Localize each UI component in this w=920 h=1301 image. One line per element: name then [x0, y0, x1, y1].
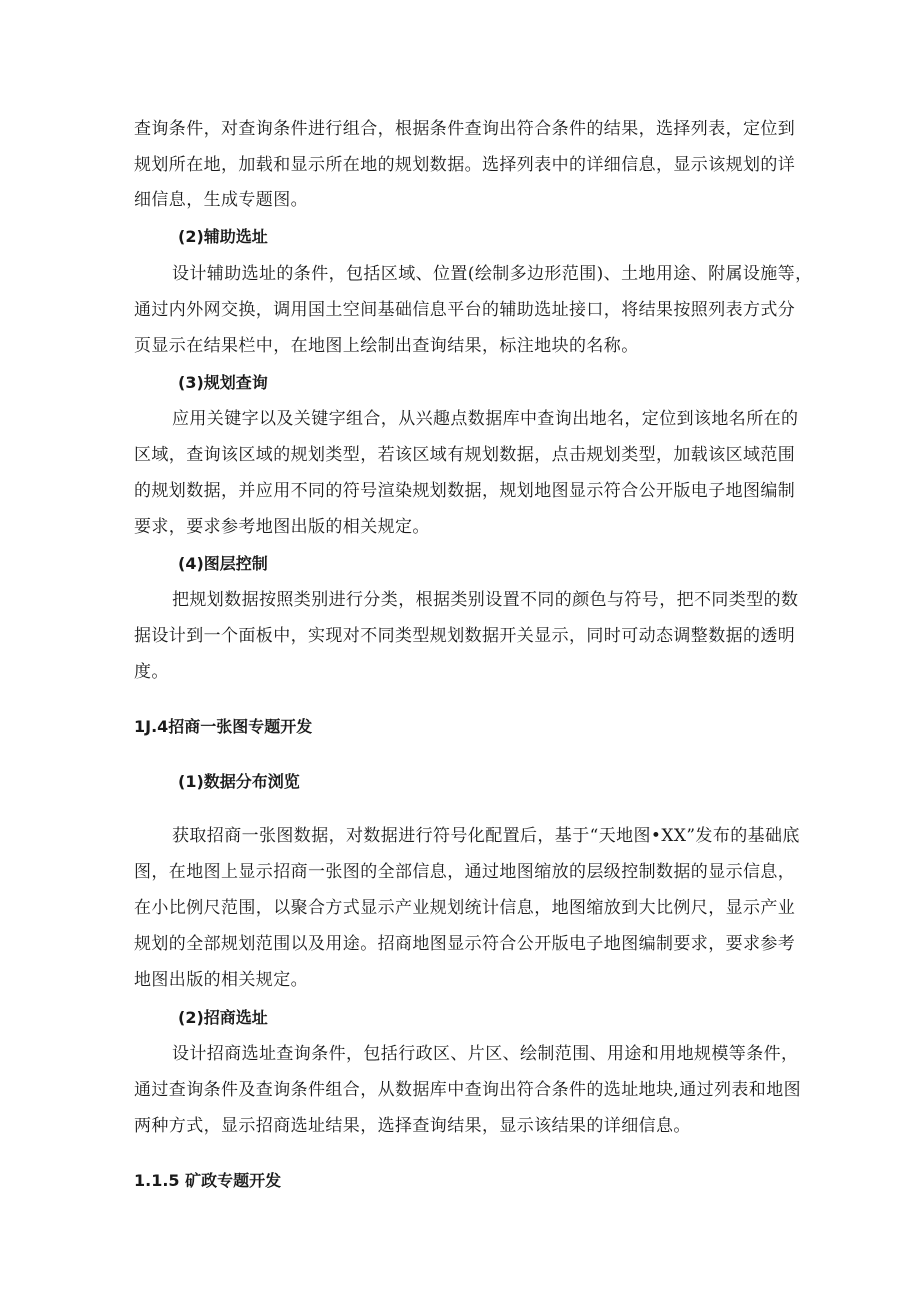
paragraph-line: 规划所在地，加载和显示所在地的规划数据。选择列表中的详细信息，显示该规划的详 — [134, 155, 796, 175]
paragraph-line: 据设计到一个面板中，实现对不同类型规划数据开关显示，同时可动态调整数据的透明 — [134, 626, 796, 646]
paragraph-line: 规划的全部规划范围以及用途。招商地图显示符合公开版电子地图编制要求，要求参考 — [134, 934, 796, 954]
paragraph-line: 图，在地图上显示招商一张图的全部信息，通过地图缩放的层级控制数据的显示信息， — [134, 862, 796, 882]
paragraph-line: 两种方式，显示招商选址结果，选择查询结果，显示该结果的详细信息。 — [134, 1116, 691, 1136]
paragraph-line: 查询条件，对查询条件进行组合，根据条件查询出符合条件的结果，选择列表，定位到 — [134, 119, 796, 139]
paragraph-line: 设计辅助选址的条件，包括区域、位置(绘制多边形范围)、土地用途、附属设施等， — [172, 264, 813, 284]
subheading-layer-control: (4)图层控制 — [178, 554, 268, 573]
paragraph-line: 获取招商一张图数据，对数据进行符号化配置后，基于“天地图•XX”发布的基础底 — [172, 826, 800, 846]
paragraph-line: 把规划数据按照类别进行分类，根据类别设置不同的颜色与符号，把不同类型的数 — [172, 590, 799, 610]
paragraph-line: 区域，查询该区域的规划类型，若该区域有规划数据，点击规划类型，加载该区域范围 — [134, 445, 796, 465]
paragraph-line: 地图出版的相关规定。 — [134, 970, 308, 990]
paragraph-line: 页显示在结果栏中，在地图上绘制出查询结果，标注地块的名称。 — [134, 336, 639, 356]
paragraph-line: 的规划数据，并应用不同的符号渲染规划数据，规划地图显示符合公开版电子地图编制 — [134, 481, 796, 501]
paragraph-line: 设计招商选址查询条件，包括行政区、片区、绘制范围、用途和用地规模等条件， — [172, 1044, 799, 1064]
paragraph-line: 通过内外网交换，调用国土空间基础信息平台的辅助选址接口，将结果按照列表方式分 — [134, 300, 796, 320]
section-heading-investment: 1J.4招商一张图专题开发 — [134, 717, 313, 736]
paragraph-line: 要求，要求参考地图出版的相关规定。 — [134, 517, 430, 537]
paragraph-line: 细信息，生成专题图。 — [134, 190, 308, 210]
paragraph-line: 度。 — [134, 662, 169, 682]
subheading-aux-site: (2)辅助选址 — [178, 227, 268, 246]
subheading-plan-query: (3)规划查询 — [178, 373, 268, 392]
paragraph-line: 应用关键字以及关键字组合，从兴趣点数据库中查询出地名，定位到该地名所在的 — [172, 409, 799, 429]
paragraph-line: 在小比例尺范围，以聚合方式显示产业规划统计信息，地图缩放到大比例尺，显示产业 — [134, 898, 796, 918]
subheading-data-browse: (1)数据分布浏览 — [178, 772, 300, 791]
section-heading-mining: 1.1.5 矿政专题开发 — [134, 1171, 282, 1190]
paragraph-line: 通过查询条件及查询条件组合，从数据库中查询出符合条件的选址地块,通过列表和地图 — [134, 1080, 802, 1100]
subheading-invest-site: (2)招商选址 — [178, 1008, 268, 1027]
